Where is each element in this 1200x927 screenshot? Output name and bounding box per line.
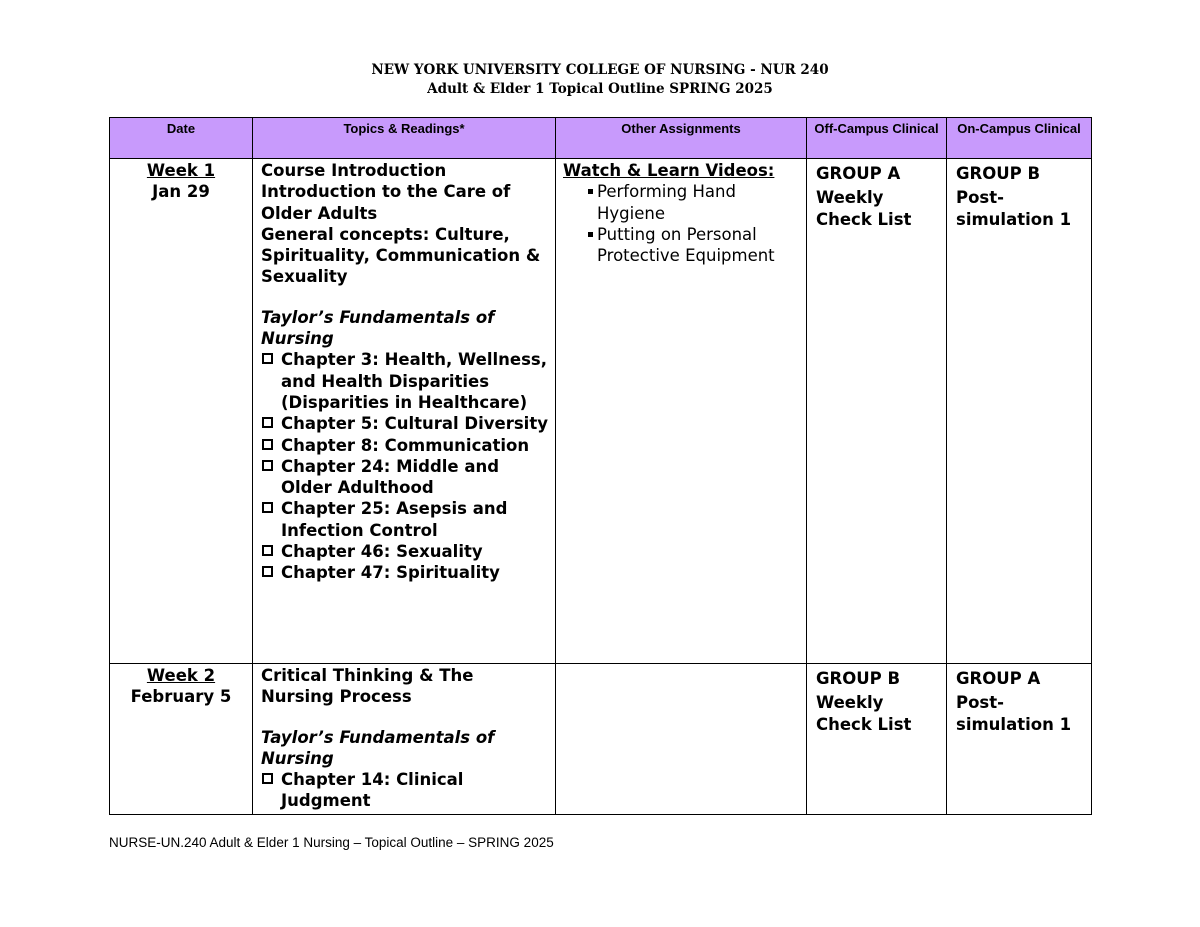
chapter-label: Chapter 8: Communication [281,435,530,455]
title-line-1: NEW YORK UNIVERSITY COLLEGE OF NURSING - NUR 240 [371,62,829,78]
column-header-other-assignments: Other Assignments [556,118,807,159]
column-header-topics: Topics & Readings* [253,118,556,159]
session-date: February 5 [130,687,232,707]
chapter-item [261,562,549,583]
chapter-item [261,413,549,434]
checkbox-icon[interactable] [262,773,273,784]
chapter-item [261,498,549,541]
chapter-label: Chapter 5: Cultural Diversity [281,414,548,434]
video-label: Performing Hand Hygiene [597,182,736,223]
topic-title: Introduction to the Care of Older Adults [261,182,511,223]
chapter-item [261,456,549,499]
topic-title: General concepts: Culture, Spirituality, Communication & Sexuality [261,224,541,287]
week-label: Week 2 [146,666,216,685]
checkbox-icon[interactable] [262,439,273,450]
chapter-label: Chapter 47: Spirituality [281,563,500,583]
week-label: Week 1 [146,161,216,180]
other-assignments-cell [556,664,807,815]
clinical-detail: Post-simulation 1 [956,693,1072,734]
checkbox-icon[interactable] [262,460,273,471]
session-date: Jan 29 [152,182,210,202]
date-cell [110,664,253,815]
chapter-item [261,349,549,413]
chapter-item [261,769,549,812]
clinical-group: GROUP B [956,164,1041,183]
chapter-label: Chapter 46: Sexuality [281,542,483,562]
chapter-label: Chapter 14: Clinical Judgment [281,770,464,811]
date-cell [110,159,253,664]
clinical-group: GROUP A [956,669,1041,688]
column-header-date: Date [110,118,253,159]
chapter-label: Chapter 24: Middle and Older Adulthood [281,456,500,498]
chapter-item [261,435,549,456]
square-bullet-icon [588,189,593,194]
chapter-label: Chapter 25: Asepsis and Infection Control [281,499,508,540]
topic-title: Critical Thinking & The Nursing Process [261,666,474,707]
video-label: Putting on Personal Protective Equipment [597,224,775,266]
table-row [110,664,1092,815]
checkbox-icon[interactable] [262,545,273,556]
table-header-row [110,118,1092,159]
checkbox-icon[interactable] [262,417,273,428]
video-list [563,181,800,266]
topical-outline-table [109,117,1092,815]
clinical-group: GROUP A [816,164,901,183]
off-campus-clinical-cell [807,664,947,815]
off-campus-clinical-cell [807,159,947,664]
other-assignments-cell [556,159,807,664]
clinical-group: GROUP B [816,669,901,688]
chapter-item [261,541,549,562]
chapter-checklist [261,769,549,812]
checkbox-icon[interactable] [262,353,273,364]
document-title [0,61,1200,99]
chapter-checklist [261,349,549,583]
clinical-detail: Weekly Check List [816,693,912,734]
column-header-on-campus-clinical: On-Campus Clinical [947,118,1092,159]
clinical-detail: Post-simulation 1 [956,188,1072,229]
title-line-2: Adult & Elder 1 Topical Outline SPRING 2025 [427,81,773,97]
table-row [110,159,1092,664]
topics-cell [253,159,556,664]
clinical-detail: Weekly Check List [816,188,912,229]
chapter-label: Chapter 3: Health, Wellness, and Health Disparities (Disparities in Healthcare) [281,350,547,412]
watch-and-learn-heading: Watch & Learn Videos: [563,161,775,180]
page-footer: NURSE-UN.240 Adult & Elder 1 Nursing – Topical Outline – SPRING 2025 [109,835,554,850]
reading-source: Taylor’s Fundamentals of Nursing [261,307,495,349]
checkbox-icon[interactable] [262,502,273,513]
video-item [563,181,800,224]
checkbox-icon[interactable] [262,566,273,577]
on-campus-clinical-cell [947,159,1092,664]
column-header-off-campus-clinical: Off-Campus Clinical [807,118,947,159]
topics-cell [253,664,556,815]
on-campus-clinical-cell [947,664,1092,815]
topic-title: Course Introduction [261,161,447,180]
square-bullet-icon [588,232,593,237]
video-item [563,224,800,267]
reading-source: Taylor’s Fundamentals of Nursing [261,727,495,768]
